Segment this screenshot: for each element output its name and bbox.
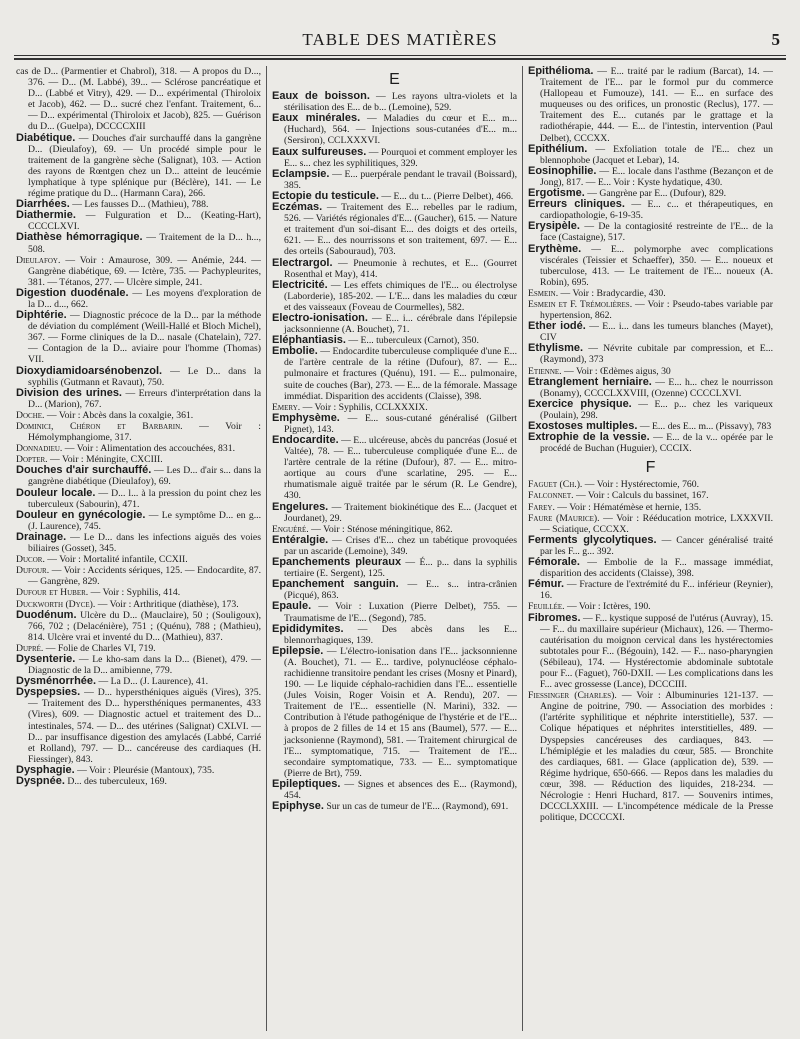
index-entry: [528, 377, 773, 399]
entry-text: — Traitement biokinétique des E... (Jacquet et Jourdanet), 29.: [284, 501, 517, 524]
index-entry: [272, 280, 517, 313]
entry-heading: Fibromes.: [528, 611, 581, 624]
index-entry: [16, 687, 261, 765]
entry-heading: Dufour et Huber.: [16, 587, 89, 599]
index-entry: [272, 646, 517, 779]
entry-text: — Fulguration et D... (Keating-Hart), CCCCLXVI.: [28, 210, 261, 233]
index-entry: [16, 488, 261, 510]
entry-text: — Voir : Mortalité infantile, CCXII.: [44, 554, 188, 566]
entry-heading: Dieulafoy.: [16, 254, 61, 266]
entry-text: — Voir : Abcès dans la coxalgie, 361.: [44, 409, 194, 421]
index-entry: [16, 654, 261, 676]
index-entry: [528, 321, 773, 343]
entry-heading: Exercice physique.: [528, 397, 632, 410]
entry-text: — Crises d'E... chez un tabétique provoquées par un ascaride (Lemoine), 349.: [284, 534, 517, 557]
section-letter: F: [645, 459, 656, 477]
entry-heading: Dufour.: [16, 565, 50, 577]
entry-heading: Fémur.: [528, 578, 565, 591]
entry-text: — E... ulcéreuse, abcès du pancréas (Josué et Valtée), 78. — E... tuberculeuse compliquée d'une E... de l'artère centrale de la rétine (Dufour), 87. — E... mitro-aortique au cours d'une scarlatine, 295. — E... rhumatismale aiguë traitée par le sérum (R. Le Gendre), 430.: [284, 435, 517, 502]
index-entry: [528, 199, 773, 221]
entry-text: — Voir : Pseudo-tabes variable par hypertension, 862.: [540, 298, 773, 322]
page-title: TABLE DES MATIÈRES: [302, 30, 498, 49]
entry-heading: Diabétique.: [16, 131, 76, 144]
entry-heading: Dysménorrhée.: [16, 675, 97, 688]
header-rule-thick: [14, 58, 786, 60]
entry-text: — Voir : Syphilis, 414.: [88, 587, 181, 599]
index-entry: [16, 421, 261, 443]
entry-heading: Engelures.: [272, 500, 329, 513]
index-entry: [528, 399, 773, 421]
entry-heading: Ducor.: [16, 554, 45, 566]
column-divider: [266, 66, 267, 1031]
index-entry: [16, 410, 261, 421]
entry-text: — Voir : Alimentation des accouchées, 831.: [62, 443, 235, 455]
entry-heading: Dopter.: [16, 454, 48, 466]
entry-heading: Falconnet.: [528, 490, 574, 502]
entry-heading: Etranglement herniaire.: [528, 375, 652, 388]
index-entry: [16, 465, 261, 487]
index-entry: [16, 255, 261, 288]
entry-heading: Douches d'air surchauffé.: [16, 464, 152, 477]
entry-heading: Drainage.: [16, 530, 67, 543]
section-letter: E: [389, 71, 400, 88]
entry-text: — Voir : Hystérectomie, 760.: [582, 479, 700, 491]
entry-text: — E... i... dans les tumeurs blanches (Mayet), CIV: [540, 321, 773, 344]
entry-text: — Exfoliation totale de l'E... chez un blennophobe (Jacquet et Lebar), 14.: [540, 143, 773, 166]
entry-text: — Voir : Hématémèse et hernie, 135.: [554, 501, 702, 513]
entry-heading: Faure (Maurice).: [528, 512, 600, 524]
index-entry: [272, 113, 517, 146]
index-entry: [16, 310, 261, 365]
entry-heading: Dysphagie.: [16, 763, 75, 776]
entry-text: — Fracture de l'extrémité du F... inférieur (Reynier), 16.: [540, 579, 773, 602]
page-number: 5: [771, 30, 780, 49]
index-entry: [528, 288, 773, 299]
entry-text: — E... h... chez le nourrisson (Bonamy), CCCCLXXVIII, (Ozenne) CCCCLXVI.: [540, 376, 773, 399]
entry-heading: Ethylisme.: [528, 342, 584, 355]
index-entry: [272, 169, 517, 191]
entry-text: — De la contagiosité restreinte de l'E... de la face (Castaigne), 517.: [540, 221, 773, 244]
index-entry: [528, 502, 773, 513]
entry-heading: Ergotisme.: [528, 187, 585, 200]
entry-text: — Voir : Hémolymphangiome, 317.: [28, 421, 261, 444]
index-entry: [16, 232, 261, 254]
entry-heading: Ether iodé.: [528, 320, 586, 333]
entry-text: — E... c... et thérapeutiques, en cardiopathologie, 6-19-35.: [540, 199, 773, 222]
index-entry: [16, 443, 261, 454]
entry-heading: Electricité.: [272, 278, 328, 291]
entry-heading: Duodénum.: [16, 608, 77, 621]
entry-text: — Voir : Méningite, CXCIII.: [47, 454, 163, 466]
entry-heading: Eaux minérales.: [272, 112, 361, 125]
index-entry: [272, 502, 517, 524]
index-entry: [528, 579, 773, 601]
index-entry: [16, 587, 261, 598]
entry-heading: Extrophie de la vessie.: [528, 431, 650, 444]
entry-text: — Les effets chimiques de l'E... ou électrolyse (Laborderie), 185-202. — L'E... dans les maladies du cœur et des vaisseaux (Foveau de Courmelles), 582.: [284, 279, 517, 313]
entry-text: — E... traité par le radium (Barcat), 14. — Traitement de l'E... par le formol pur du commerce (Hallopeau et Fumouze), 141. — E... en surface des muqueuses ou des orifices, un pronostic (Reclus), 177. — Traitement des E... cutanés par le grattage et la radiothérapie, 444. — E... de l'intestin, intervention (Paul Delbet), CCCXX.: [540, 66, 773, 144]
index-entry: [528, 144, 773, 166]
entry-text: — E... puerpérale pendant le travail (Boissard), 385.: [284, 168, 517, 191]
index-column-middle: [272, 66, 517, 1031]
entry-heading: Douleur en gynécologie.: [16, 508, 146, 521]
entry-text: — Erreurs d'interprétation dans la D... (Marion), 767.: [28, 387, 261, 410]
index-entry: [272, 202, 517, 257]
index-column-left: [16, 66, 261, 1031]
entry-text: — Voir : Œdèmes aigus, 30: [561, 365, 671, 377]
entry-heading: Epanchements pleuraux: [272, 556, 402, 569]
column-divider: [522, 66, 523, 1031]
index-entry: [272, 147, 517, 169]
index-entry: [528, 535, 773, 557]
entry-heading: Enguéré.: [272, 523, 309, 535]
entry-heading: Dyspnée.: [16, 775, 65, 787]
entry-text: — Voir : Syphilis, CCLXXXIX.: [300, 401, 428, 413]
entry-text: — E... des E... m... (Pissavy), 783: [637, 421, 772, 432]
page-header: [14, 30, 786, 50]
entry-text: — Gangrène par E... (Dufour), 829.: [584, 188, 727, 200]
index-entry: [16, 554, 261, 565]
index-entry: [528, 432, 773, 454]
entry-heading: Diathermie.: [16, 209, 76, 222]
entry-heading: Feuillée.: [528, 601, 565, 613]
entry-text: — Embolie de la F... massage immédiat, disparition des accidents (Claisse), 398.: [540, 557, 773, 580]
entry-heading: Eaux de boisson.: [272, 90, 370, 103]
entry-text: D... des tuberculeux, 169.: [64, 776, 167, 787]
entry-heading: Epithélioma.: [528, 66, 594, 77]
index-entry: [528, 479, 773, 490]
index-entry: [272, 258, 517, 280]
entry-heading: Epilepsie.: [272, 644, 324, 657]
entry-text: — Voir : Accidents sériques, 125. — Endocardite, 87. — Gangrène, 829.: [28, 565, 261, 588]
entry-heading: Duckworth (Dyce).: [16, 598, 96, 610]
entry-text: Sur un cas de tumeur de l'E... (Raymond), 691.: [323, 801, 509, 813]
entry-heading: Eaux sulfureuses.: [272, 145, 367, 158]
entry-heading: Dupré.: [16, 642, 44, 654]
entry-text: — Endocardite tuberculeuse compliquée d'une E... de l'artère centrale de la rétine (Dufour), 87. — E... pulmonaire et fractures (Quénu), 191. — E... pulmonaire, suite de couches (Bar), 273. — E... de la fémorale. Massage immédiat. Disparition des accidents (Claisse), 398.: [284, 346, 517, 402]
index-entry: [528, 343, 773, 365]
entry-text: — Des abcès dans les E... blennorrhagiques, 139.: [284, 623, 517, 646]
entry-text: — Pneumonie à rechutes, et E... (Gourret Rosenthal et May), 414.: [284, 257, 517, 280]
index-entry: [272, 413, 517, 435]
entry-heading: Eléphantiasis.: [272, 334, 346, 347]
index-entry: [16, 565, 261, 587]
entry-heading: Epiphyse.: [272, 800, 324, 813]
entry-heading: Farey.: [528, 501, 555, 513]
entry-heading: Ectopie du testicule.: [272, 189, 379, 202]
entry-heading: Exostoses multiples.: [528, 420, 638, 432]
entry-heading: Diphtérie.: [16, 309, 67, 322]
entry-heading: Faguet (Ch.).: [528, 479, 583, 491]
entry-heading: Embolie.: [272, 345, 318, 358]
entry-heading: Electrargol.: [272, 256, 333, 269]
entry-heading: Fiessinger (Charles).: [528, 690, 617, 702]
entry-heading: Eclampsie.: [272, 167, 330, 180]
entry-heading: Entéralgie.: [272, 533, 329, 546]
entry-text: — Névrite cubitale par compression, et E... (Raymond), 373: [540, 343, 773, 366]
header-rule-thin: [14, 55, 786, 56]
entry-heading: Ferments glycolytiques.: [528, 533, 657, 546]
entry-text: — Les rayons ultra-violets et la stérilisation des E... de b... (Lemoine), 529.: [284, 91, 517, 114]
index-entry: [272, 557, 517, 579]
entry-heading: Douleur locale.: [16, 486, 96, 499]
entry-text: — Traitement de la D... h..., 508.: [28, 232, 261, 255]
index-entry: [16, 366, 261, 388]
entry-text: — Diagnostic précoce de la D... par la méthode de déviation du complément (Weill-Hallé et Bloch Michel), 367. — Forme cliniques de la D... nasale (Chatelain), 727. — Contagion de la D... aviaire pour l'homme (Thomas) VII.: [28, 310, 261, 366]
entry-heading: Epididymites.: [272, 622, 344, 635]
entry-heading: Donnadieu.: [16, 443, 63, 455]
entry-text: — Pourquoi et comment employer les E... s... chez les syphilitiques, 329.: [284, 146, 517, 169]
index-entry: [272, 624, 517, 646]
entry-heading: Diarrhées.: [16, 198, 70, 211]
index-entry: [272, 346, 517, 401]
index-entry: [16, 610, 261, 643]
entry-heading: Eosinophilie.: [528, 164, 597, 177]
index-entry: [16, 210, 261, 232]
entry-text: — F... kystique supposé de l'utérus (Auvray), 15. — F... du maxillaire supérieur (Michaux), 126. — Thermo-cautérisation du moignon cervical dans les hystérectomies subtotales pour F... (Bégouin), 142. — F... naso-pharyngien (Sébileau), 174. — Hystérectomie abdominale subtotale pour F... (Faguet), 760-DXII. — Les complications dans les F... avec grossesse (Lance), DCCCIII.: [540, 612, 773, 691]
index-entry: [272, 801, 517, 812]
entry-text: — Traitement des E... rebelles par le radium, 526. — Variétés régionales d'E... (Gaucher), 615. — Nature et traitement d'un soi-disant E... des doigts et des orteils, 621. — E... des nourrissons et son traitement, 697. — E... des orteils (Sabouraud), 703.: [284, 202, 517, 258]
entry-heading: Epithélium.: [528, 142, 588, 155]
entry-heading: Diathèse hémorragique.: [16, 231, 143, 244]
entry-text: — Le symptôme D... en g... (J. Laurence), 745.: [28, 509, 261, 532]
index-entry: [272, 579, 517, 601]
entry-text: — Voir : Amaurose, 309. — Anémie, 244. — Gangrène diabétique, 69. — Ictère, 735. — Pachypleurites, 381. — Tétanos, 277. — Ulcère simple, 241.: [28, 254, 261, 288]
entry-text: — Les D... d'air s... dans la gangrène diabétique (Dieulafoy), 69.: [28, 465, 261, 488]
entry-text: — Les fausses D... (Mathieu), 788.: [69, 199, 209, 211]
entry-heading: Dysenterie.: [16, 652, 76, 665]
index-entry: [528, 490, 773, 501]
entry-heading: Division des urines.: [16, 386, 122, 399]
entry-heading: Eczémas.: [272, 201, 323, 214]
entry-text: — Voir : Rééducation motrice, LXXXVII. — Sciatique, CCCXX.: [540, 512, 773, 535]
entry-heading: Esmein.: [528, 287, 559, 299]
index-entry: [528, 557, 773, 579]
entry-heading: Etienne.: [528, 365, 562, 377]
entry-text: — E... i... cérébrale dans l'épilepsie jacksonnienne (A. Bouchet), 71.: [284, 312, 517, 336]
entry-text: — La D... (J. Laurence), 41.: [96, 676, 208, 688]
index-entry: [528, 613, 773, 691]
entry-text: — Voir : Albuminuries 121-137. — Angine de poitrine, 790. — Association des morbides : (l'artérite syphilitique et néphrite interstitielle), 537. — Colique hépatiques et néphrites interstitielles, 489. — Dyspepsies cancéreuses des cardiaques, 843. — L'hémiplégie et les maladies du cœur, 585. — Bronchite des cardiaques, 681. — Glace (application de), 539. — Régime hydrique, 650-666. — Repos dans les maladies du cœur, 398. — Réduction des liquides, 218-234. — Nécrologie : Henri Huchard, 817. — Souvenirs intimes, DCCCLXXIII. — L'incompétence médicale de la Presse politique, DCCCCXI.: [540, 690, 773, 824]
entry-text: — É... p... dans la syphilis tertiaire (E. Sergent), 125.: [284, 557, 517, 580]
entry-heading: Emery.: [272, 401, 301, 413]
entry-text: — E... polymorphe avec complications viscérales (Teissier et Schaeffer), 350. — E... noueux et tuberculose, 413. — Le traitement de l'E... noueux (A. Robin), 695.: [540, 243, 773, 288]
entry-heading: Doche.: [16, 409, 45, 421]
entry-text: — D... l... à la pression du point chez les tuberculeux (Sabourin), 471.: [28, 487, 261, 510]
index-entry: [528, 244, 773, 288]
index-entry: [272, 779, 517, 801]
index-entry: [16, 66, 261, 133]
entry-heading: Emphysème.: [272, 411, 340, 424]
index-entry: [16, 510, 261, 532]
entry-heading: Electro-ionisation.: [272, 311, 368, 324]
entry-heading: Erysipèle.: [528, 220, 580, 233]
index-entry: [272, 601, 517, 623]
index-column-right: [528, 66, 773, 1031]
entry-heading: Erreurs cliniques.: [528, 198, 625, 211]
index-entry: [16, 288, 261, 310]
entry-text: — Le kho-sam dans la D... (Bienet), 479. — Diagnostic de la D... amibienne, 779.: [28, 653, 261, 677]
entry-text: — Voir : Calculs du bassinet, 167.: [573, 490, 709, 502]
index-entry: [528, 166, 773, 188]
entry-text: — Voir : Bradycardie, 430.: [558, 287, 666, 299]
index-entry: [272, 535, 517, 557]
index-entry: [16, 388, 261, 410]
entry-text: — Le D... dans les infections aiguës des voies biliaires (Gosset), 345.: [28, 531, 261, 555]
entry-text: — E... s... intra-crânien (Picqué), 863.: [284, 579, 517, 602]
entry-text: — E... p... chez les variqueux (Poulain), 298.: [540, 398, 773, 421]
entry-text: — Douches d'air surchauffé dans la gangrène D... (Dieulafoy), 69. — Un procédé simple pour le traitement de la gangrène sèche (Salignat), 103. — Action des rayons de Rœntgen chez un D... atteint de leucémie lymphatique à type splénique pur (Béclère), 141. — Le régime pratique du D... (Harmann Cara), 266.: [28, 132, 261, 200]
entry-text: — D... hypersthéniques aiguës (Vires), 3?5. — Traitement des D... hypersthéniques permanentes, 433 (Vires), 609. — Diagnostic actuel et traitement des D... intestinales, 574. — D... des utérines (Salignat) CXLVI. — D... par insuffisance digestion des amylacés (Labbé, Carrié et Rolland), 797. — D... cancéreuse des cardiaques (H. Fiessinger), 843.: [28, 687, 261, 765]
index-entry: [16, 532, 261, 554]
entry-heading: Dyspepsies.: [16, 686, 81, 699]
entry-text: — E... sous-cutané généralisé (Gilbert Pignet), 143.: [284, 412, 517, 435]
entry-heading: Esmein et F. Trémolières.: [528, 298, 633, 310]
entry-text: — E... locale dans l'asthme (Bezançon et de Jong), 817. — E... Voir : Kyste hydatique, 430.: [540, 165, 773, 188]
index-entry: [528, 221, 773, 243]
index-entry: [528, 513, 773, 535]
index-entry: [272, 313, 517, 335]
entry-text: cas de D... (Parmentier et Chabrol), 318. — A propos du D..., 376. — D... (M. Labbé), 39... — Sclérose pancréatique et D... (Labbé et Vitry), 429. — D... expérimental (Thiroloix et Jacob), 462. — D... sucré chez l'enfant. Traitement, 6... — D... expérimental (Thiroloix et Jacob), 825. — Guérison du D... (Guelpa), DCCCCXIII: [16, 66, 261, 133]
entry-heading: Epaule.: [272, 600, 312, 613]
index-entry: [272, 435, 517, 502]
index-entry: [528, 299, 773, 321]
entry-text: — Maladies du cœur et E... m... (Huchard), 564. — Injections sous-cutanées d'E... m... (Sersiron), CCLXXXVI.: [284, 113, 517, 147]
index-entry: [528, 690, 773, 823]
entry-text: — Cancer généralisé traité par les F... g... 392.: [540, 534, 773, 557]
entry-text: — Voir : Luxation (Pierre Delbet), 755. — Traumatisme de l'E... (Segond), 785.: [284, 601, 517, 624]
entry-heading: Dominici, Chéron et Barbarin.: [16, 421, 183, 432]
index-entry: [16, 133, 261, 200]
entry-text: — E... du t... (Pierre Delbet), 466.: [378, 190, 514, 202]
entry-heading: Erythème.: [528, 242, 582, 255]
entry-text: — Les moyens d'exploration de la D... d..., 662.: [28, 287, 261, 310]
index-entry: [528, 66, 773, 144]
entry-text: — Voir : Pleurésie (Mantoux), 735.: [74, 764, 215, 776]
entry-text: — E... de la v... opérée par le procédé de Buchan (Huguier), CCCIX.: [540, 432, 773, 455]
entry-heading: Fémorale.: [528, 556, 580, 569]
entry-heading: Endocardite.: [272, 434, 339, 446]
entry-text: — Voir : Sténose méningitique, 862.: [308, 523, 453, 535]
entry-heading: Dioxydiamidoarsénobenzol.: [16, 364, 163, 377]
entry-text: — L'électro-ionisation dans l'E... jacksonnienne (A. Bouchet), 71. — E... tardive, polynucléose céphalo-rachidienne transitoire pendant les crises (Mosny et Pinard), 190. — Le liquide céphalo-rachidien dans l'E... essentielle (Jules Voisin, Roger Voisin et A. Rendu), 207. — Traitement de l'E... essentielle (N. Marini), 332. — Contribution à l'étude pathogénique de l'hystérie et de l'E... à propos de 2 filles de 14 et 15 ans (Baumel), 577. — E... jacksonienne (Raymond), 581. — Traitement chirurgical de l'E... symptomatique, 715. — Traitement de l'E... secondaire symptomatique, 733. — E... symptomatique (Pierre de Brt), 759.: [284, 645, 517, 779]
entry-text: — Signes et absences des E... (Raymond), 454.: [284, 778, 517, 801]
entry-text: — E... tuberculeux (Carnot), 350.: [345, 335, 479, 347]
entry-text: — Folie de Charles VI, 719.: [43, 642, 156, 654]
entry-text: — Le D... dans la syphilis (Gutmann et Ravaut), 750.: [28, 365, 261, 388]
entry-text: — Voir : Ictères, 190.: [564, 601, 651, 613]
entry-heading: Epileptiques.: [272, 777, 341, 790]
entry-text: — Voir : Arthritique (diathèse), 173.: [95, 598, 239, 610]
entry-text: Ulcère du D... (Mauclaire), 50 ; (Souligoux), 766, 702 ; (Delacénière), 751 ; (Quénu), 788 ; (Mathieu), 814. Ulcère vrai et inventé du D... (Mathieu), 837.: [28, 609, 261, 643]
entry-heading: Epanchement sanguin.: [272, 578, 399, 591]
entry-heading: Digestion duodénale.: [16, 286, 129, 299]
index-entry: [16, 776, 261, 787]
index-entry: [272, 91, 517, 113]
